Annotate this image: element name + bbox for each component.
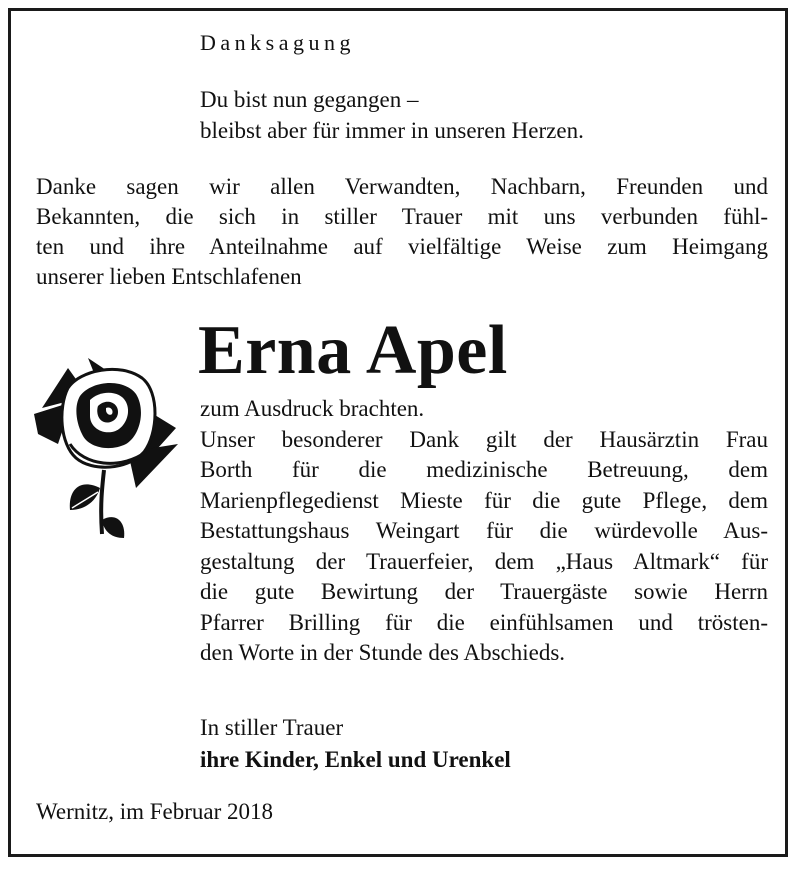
motto-line: bleibst aber für immer in unseren Herzen.: [200, 118, 584, 143]
intro-line: unserer lieben Entschlafenen: [36, 264, 302, 289]
intro-line: Danke sagen wir allen Verwandten, Nachbarn, Freunden und: [36, 174, 768, 199]
signature: ihre Kinder, Enkel und Urenkel: [200, 747, 511, 772]
motto: [200, 84, 584, 146]
thanks-line: Marienpflegedienst Mieste für die gute Pflege, dem: [200, 487, 768, 513]
place-date: Wernitz, im Februar 2018: [36, 799, 274, 824]
intro-line: ten und ihre Anteilnahme auf vielfältige Weise zum Heimgang: [36, 234, 768, 259]
thanks-line: gestaltung der Trauerfeier, dem „Haus Altmark“ für: [200, 548, 768, 574]
intro-line: Bekannten, die sich in stiller Trauer mit uns verbunden fühl-: [36, 204, 768, 229]
thanks-line: Unser besonderer Dank gilt der Hausärztin Frau: [200, 426, 768, 452]
thanks-line: den Worte in der Stunde des Abschieds.: [200, 640, 566, 665]
thanks-line: zum Ausdruck brachten.: [200, 396, 425, 421]
thanks-line: die gute Bewirtung der Trauergäste sowie Herrn: [200, 579, 768, 604]
thanks-line: Bestattungshaus Weingart für die würdevolle Aus-: [200, 518, 768, 543]
thanks-line: Pfarrer Brilling für die einfühlsamen und trösten-: [200, 609, 768, 635]
deceased-name: Erna Apel: [198, 312, 508, 389]
intro-paragraph: [36, 172, 768, 292]
rose-icon: [28, 348, 188, 548]
motto-line: Du bist nun gegangen –: [200, 87, 419, 112]
notice-heading: Danksagung: [200, 30, 355, 55]
thanks-paragraph: [200, 394, 768, 669]
thanks-line: Borth für die medizinische Betreuung, dem: [200, 457, 768, 482]
closing-block: [200, 712, 511, 776]
closing-line: In stiller Trauer: [200, 715, 344, 740]
